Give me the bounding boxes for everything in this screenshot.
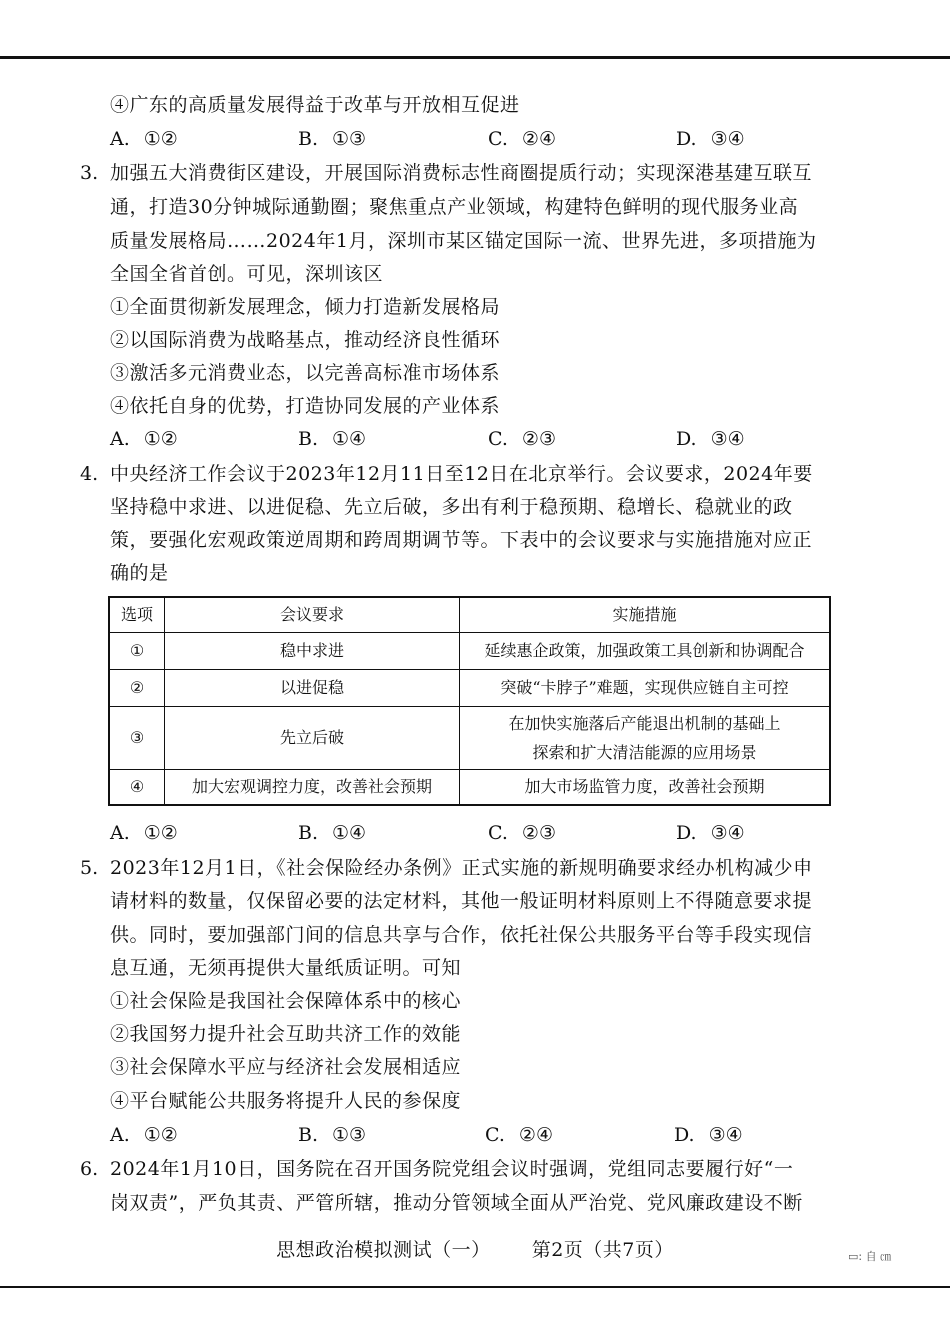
q4-option-c[interactable]: C. ②③ [488, 822, 556, 844]
table-cell-measure-line: 探索和扩大清洁能源的应用场景 [532, 743, 757, 762]
q5-item-3: ③社会保障水平应与经济社会发展相适应 [110, 1056, 462, 1078]
footer-page-number: 第2页（共7页） [531, 1239, 674, 1261]
q3-option-b[interactable]: B. ①④ [298, 428, 367, 450]
q4-option-d[interactable]: D. ③④ [676, 822, 745, 844]
q5-stem-line: 供。同时，要加强部门间的信息共享与合作，依托社保公共服务平台等手段实现信 [110, 924, 813, 946]
table-header-row [109, 597, 830, 633]
q3-item-4: ④依托自身的优势，打造协同发展的产业体系 [110, 395, 501, 417]
table-row [109, 707, 830, 770]
q3-stem-line: 通，打造30分钟城际通勤圈；聚焦重点产业领域，构建特色鲜明的现代服务业高 [110, 196, 799, 218]
q4-options [110, 820, 830, 846]
table-cell-requirement: 以进促稳 [165, 670, 460, 707]
table-cell-option: ① [109, 633, 165, 670]
q2-item-4: ④广东的高质量发展得益于改革与开放相互促进 [110, 94, 520, 116]
q2-option-c[interactable]: C. ②④ [488, 128, 556, 150]
q3-stem-line: 全国全省首创。可见，深圳该区 [110, 263, 384, 285]
q4-number: 4. [80, 463, 99, 485]
q5-item-4: ④平台赋能公共服务将提升人民的参保度 [110, 1090, 462, 1112]
corner-stamp: ▭: 自 ㎝ [848, 1250, 892, 1263]
q4-stem-line: 确的是 [110, 562, 169, 584]
table-header-measure: 实施措施 [460, 597, 831, 633]
q5-item-1: ①社会保险是我国社会保障体系中的核心 [110, 990, 462, 1012]
q2-option-b[interactable]: B. ①③ [298, 128, 367, 150]
q6-number: 6. [80, 1158, 99, 1180]
q3-options [110, 426, 830, 452]
table-cell-requirement: 先立后破 [165, 707, 460, 770]
table-cell-option: ④ [109, 770, 165, 806]
table-cell-measure [460, 707, 831, 770]
q6-stem-line: 2024年1月10日，国务院在召开国务院党组会议时强调，党组同志要履行好“一 [110, 1158, 794, 1180]
q3-stem-line: 质量发展格局……2024年1月，深圳市某区锚定国际一流、世界先进，多项措施为 [110, 230, 817, 252]
q5-item-2: ②我国努力提升社会互助共济工作的效能 [110, 1023, 462, 1045]
q4-option-a[interactable]: A. ①② [110, 822, 178, 844]
table-cell-measure-line: 在加快实施落后产能退出机制的基础上 [508, 714, 781, 733]
table-cell-measure: 加大市场监管力度，改善社会预期 [460, 770, 831, 806]
q5-number: 5. [80, 857, 99, 879]
table-cell-measure: 延续惠企政策，加强政策工具创新和协调配合 [460, 633, 831, 670]
q2-option-d[interactable]: D. ③④ [676, 128, 745, 150]
q5-options [110, 1122, 830, 1148]
q4-stem-line: 中央经济工作会议于2023年12月11日至12日在北京举行。会议要求，2024年要 [110, 463, 813, 485]
q4-stem-line: 坚持稳中求进、以进促稳、先立后破，多出有利于稳预期、稳增长、稳就业的政 [110, 496, 793, 518]
q2-option-a[interactable]: A. ①② [110, 128, 178, 150]
q4-stem-line: 策，要强化宏观政策逆周期和跨周期调节等。下表中的会议要求与实施措施对应正 [110, 529, 813, 551]
q3-option-a[interactable]: A. ①② [110, 428, 178, 450]
bottom-rule [0, 1286, 950, 1288]
q5-option-b[interactable]: B. ①③ [298, 1124, 367, 1146]
table-header-option: 选项 [109, 597, 165, 633]
table-cell-option: ② [109, 670, 165, 707]
q5-option-a[interactable]: A. ①② [110, 1124, 178, 1146]
q2-options [110, 126, 830, 152]
q4-table [108, 596, 831, 806]
q3-item-1: ①全面贯彻新发展理念，倾力打造新发展格局 [110, 296, 501, 318]
table-row [109, 770, 830, 806]
table-row [109, 670, 830, 707]
table-cell-measure: 突破“卡脖子”难题，实现供应链自主可控 [460, 670, 831, 707]
page-footer [0, 1237, 950, 1263]
q3-stem-line: 加强五大消费街区建设，开展国际消费标志性商圈提质行动；实现深港基建互联互 [110, 162, 813, 184]
top-rule [0, 56, 950, 59]
q3-item-3: ③激活多元消费业态，以完善高标准市场体系 [110, 362, 501, 384]
q3-number: 3. [80, 162, 99, 184]
footer-title: 思想政治模拟测试（一） [276, 1239, 491, 1261]
q5-option-d[interactable]: D. ③④ [674, 1124, 743, 1146]
q6-stem-line: 岗双责”，严负其责、严管所辖，推动分管领域全面从严治党、党风廉政建设不断 [110, 1192, 803, 1214]
table-cell-requirement: 加大宏观调控力度，改善社会预期 [165, 770, 460, 806]
q5-option-c[interactable]: C. ②④ [485, 1124, 553, 1146]
q3-option-d[interactable]: D. ③④ [676, 428, 745, 450]
q5-stem-line: 请材料的数量，仅保留必要的法定材料，其他一般证明材料原则上不得随意要求提 [110, 890, 813, 912]
table-cell-requirement: 稳中求进 [165, 633, 460, 670]
q5-stem-line: 2023年12月1日，《社会保险经办条例》正式实施的新规明确要求经办机构减少申 [110, 857, 813, 879]
q5-stem-line: 息互通，无须再提供大量纸质证明。可知 [110, 957, 462, 979]
q4-option-b[interactable]: B. ①④ [298, 822, 367, 844]
q3-option-c[interactable]: C. ②③ [488, 428, 556, 450]
q3-item-2: ②以国际消费为战略基点，推动经济良性循环 [110, 329, 501, 351]
table-cell-option: ③ [109, 707, 165, 770]
table-header-requirement: 会议要求 [165, 597, 460, 633]
table-row [109, 633, 830, 670]
